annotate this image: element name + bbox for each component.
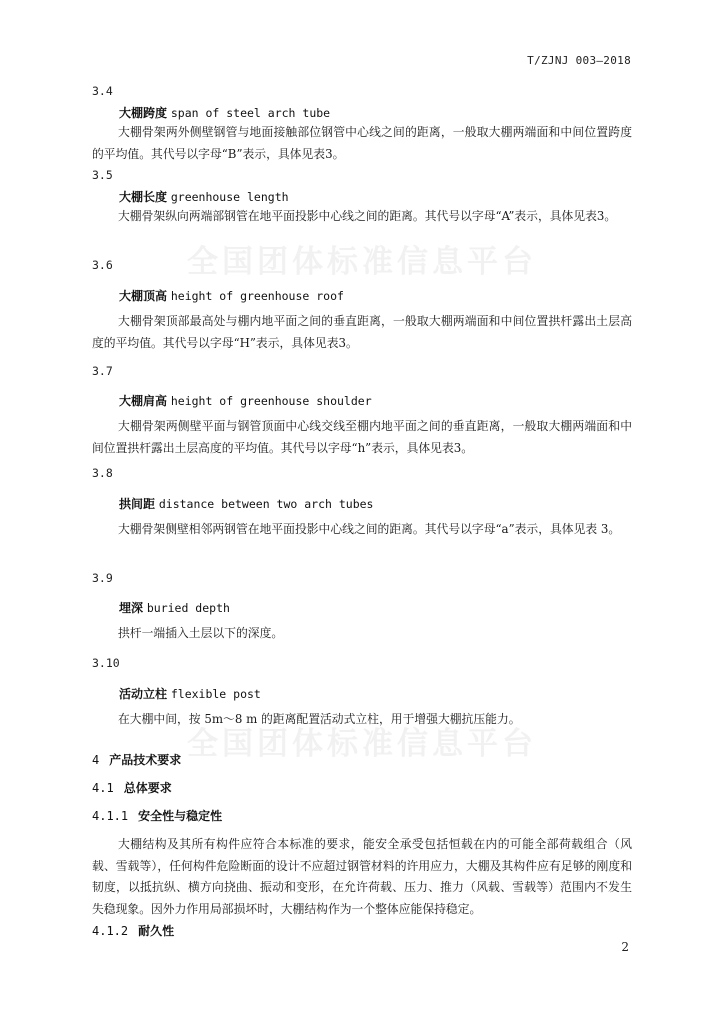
- term-english: distance between two arch tubes: [158, 497, 374, 511]
- clause-definition: 大棚骨架两侧壁平面与钢管顶面中心线交线至棚内地平面之间的垂直距离，一般取大棚两端面和中间位置拱杆露出土层高度的平均值。其代号以字母“h”表示，具体见表3。: [92, 419, 632, 455]
- section-number: 4.1.1: [92, 809, 129, 823]
- term-english: flexible post: [170, 687, 261, 701]
- clause-term: [119, 495, 373, 512]
- subsection-heading: [92, 779, 172, 796]
- term-chinese: 大棚顶高: [119, 289, 168, 303]
- document-code-header: T/ZJNJ 003—2018: [527, 54, 631, 67]
- watermark-text: 全国团体标准信息平台: [187, 726, 537, 762]
- term-chinese: 埋深: [119, 601, 144, 615]
- clause-term: [119, 685, 261, 702]
- clause-term: [119, 188, 289, 205]
- clause-number: 3.7: [92, 364, 113, 378]
- clause-number: 3.10: [92, 656, 120, 670]
- term-chinese: 活动立柱: [119, 687, 168, 701]
- page-number: 2: [621, 940, 629, 954]
- term-english: height of greenhouse roof: [170, 289, 344, 303]
- clause-term: [119, 287, 344, 304]
- clause-number: 3.4: [92, 84, 113, 98]
- clause-definition: 大棚骨架侧壁相邻两钢管在地平面投影中心线之间的距离。其代号以字母“a”表示，具体见表 3。: [118, 522, 621, 536]
- section-title: 耐久性: [138, 924, 175, 938]
- clause-number: 3.9: [92, 571, 113, 585]
- term-english: greenhouse length: [170, 190, 289, 204]
- clause-term: [119, 599, 230, 616]
- clause-definition: 在大棚中间，按 5m～8 m 的距离配置活动式立柱，用于增强大棚抗压能力。: [118, 712, 521, 726]
- clause-term: [119, 104, 330, 121]
- section-number: 4: [92, 753, 100, 767]
- term-chinese: 大棚肩高: [119, 394, 168, 408]
- clause-definition: 拱杆一端插入土层以下的深度。: [118, 626, 284, 640]
- section-body: 大棚结构及其所有构件应符合本标准的要求，能安全承受包括恒载在内的可能全部荷载组合（风载、雪载等），任何构件危险断面的设计不应超过钢管材料的许用应力，大棚及其构件应有足够的刚度和韧度，以抵抗纵、横方向挠曲、振动和变形，在允许荷载、压力、推力（风载、雪载等）范围内不发生失稳现象。因外力作用局部损坏时，大棚结构作为一个整体应能保持稳定。: [92, 837, 632, 916]
- term-chinese: 大棚长度: [119, 190, 168, 204]
- term-english: buried depth: [146, 601, 230, 615]
- term-english: span of steel arch tube: [170, 106, 331, 120]
- section-heading: [92, 751, 181, 768]
- clause-number: 3.8: [92, 466, 113, 480]
- term-chinese: 大棚跨度: [119, 106, 168, 120]
- section-title: 总体要求: [123, 781, 172, 795]
- clause-term: [119, 392, 372, 409]
- term-chinese: 拱间距: [119, 497, 156, 511]
- section-title: 产品技术要求: [109, 753, 182, 767]
- section-number: 4.1: [92, 781, 114, 795]
- subsection-heading: [92, 922, 174, 939]
- section-number: 4.1.2: [92, 924, 129, 938]
- clause-number: 3.6: [92, 258, 113, 272]
- clause-definition: 大棚骨架纵向两端部钢管在地平面投影中心线之间的距离。其代号以字母“A”表示，具体见表3。: [118, 209, 617, 223]
- clause-definition: 大棚骨架顶部最高处与棚内地平面之间的垂直距离，一般取大棚两端面和中间位置拱杆露出土层高度的平均值。其代号以字母“H”表示，具体见表3。: [92, 314, 632, 350]
- clause-number: 3.5: [92, 168, 113, 182]
- clause-definition: 大棚骨架两外侧壁钢管与地面接触部位钢管中心线之间的距离，一般取大棚两端面和中间位置跨度的平均值。其代号以字母“B”表示，具体见表3。: [92, 125, 632, 161]
- subsection-heading: [92, 807, 222, 824]
- watermark-text: 全国团体标准信息平台: [187, 244, 537, 280]
- term-english: height of greenhouse shoulder: [170, 394, 372, 408]
- section-title: 安全性与稳定性: [138, 809, 223, 823]
